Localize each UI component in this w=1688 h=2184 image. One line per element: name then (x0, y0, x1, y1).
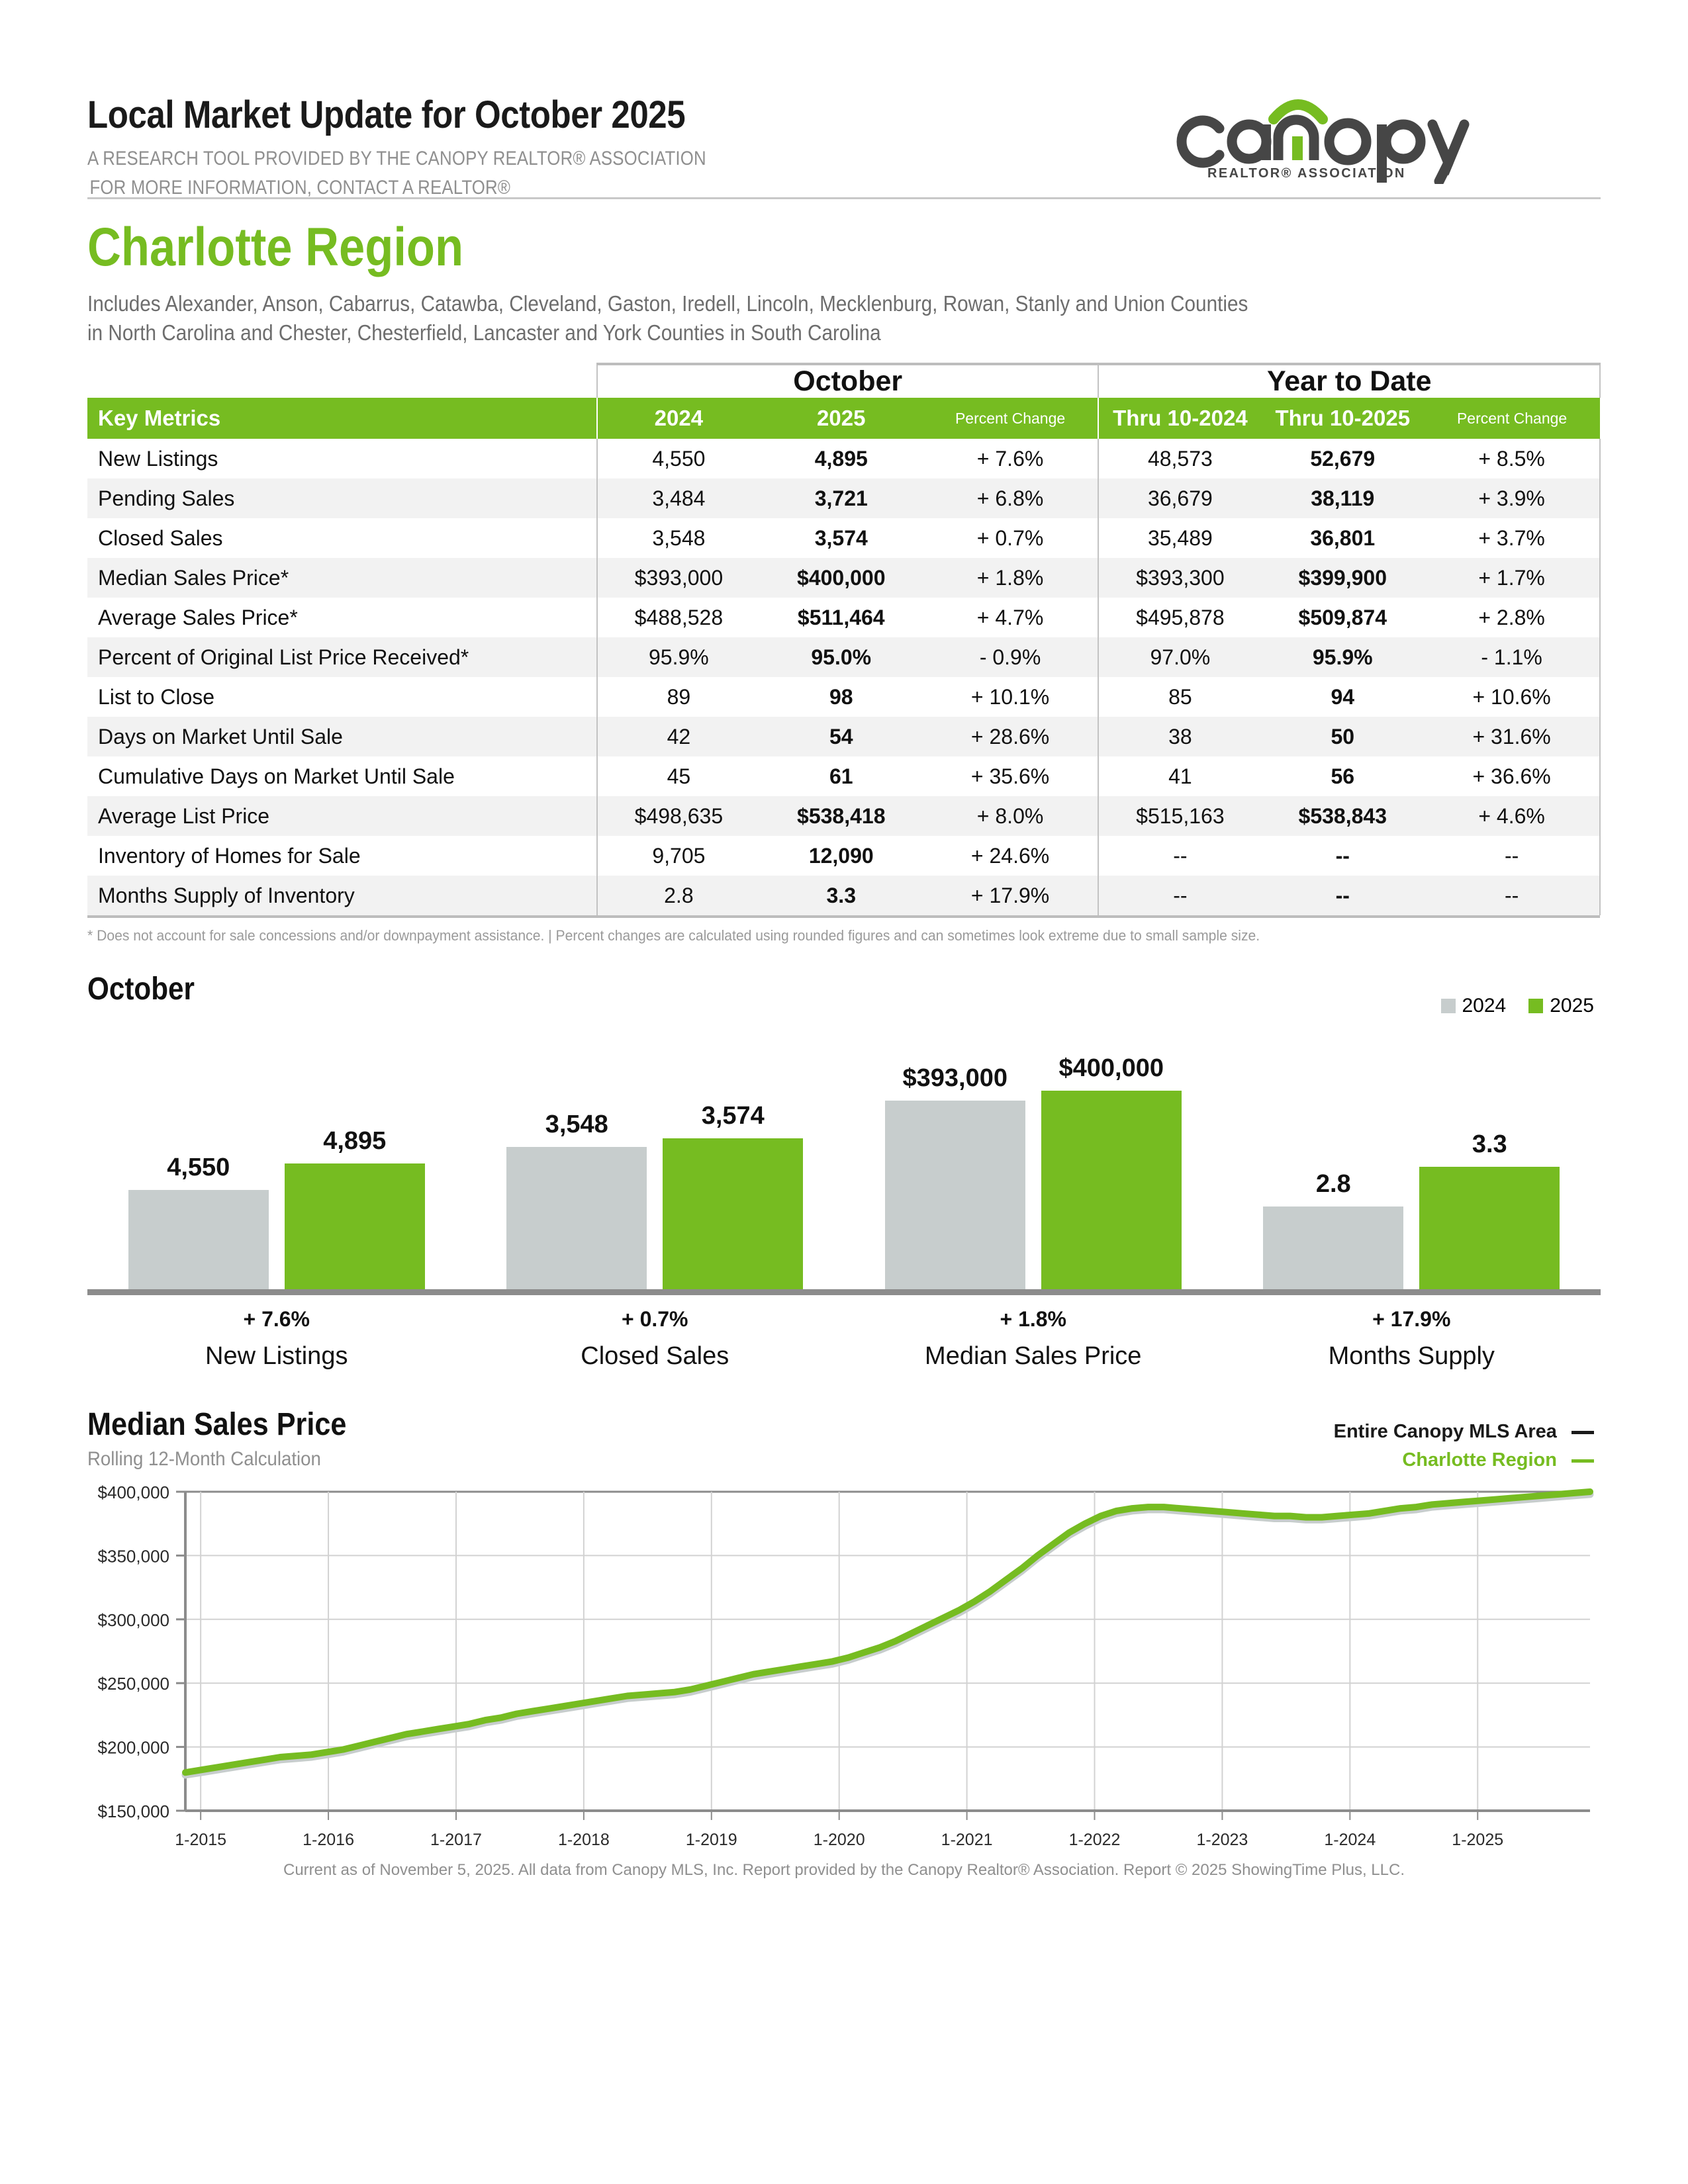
x-tick-label: 1-2023 (1196, 1831, 1248, 1850)
bar-chart-axis-line (87, 1289, 1601, 1295)
row-ytd-curr: 95.9% (1261, 637, 1424, 677)
row-month-prev: 42 (597, 717, 760, 756)
row-metric-name: Pending Sales (87, 478, 597, 518)
y-tick-label: $200,000 (97, 1737, 169, 1758)
y-tick-label: $400,000 (97, 1482, 169, 1503)
row-ytd-curr: 52,679 (1310, 446, 1376, 471)
table-body (87, 439, 1600, 915)
bar-rect-2024 (1263, 1206, 1403, 1289)
bar-rect-2025 (1041, 1091, 1182, 1289)
row-month-curr: 61 (829, 764, 853, 788)
row-ytd-curr: $509,874 (1298, 605, 1387, 629)
bar-column-2024 (1263, 1011, 1403, 1289)
table-row (87, 558, 1600, 598)
legend-dash-region-icon (1571, 1459, 1594, 1463)
row-month-pct: + 10.1% (970, 684, 1050, 709)
group-header-ytd: Year to Date (1098, 364, 1600, 398)
bar-column-2024 (885, 1011, 1025, 1289)
line-chart-legend (1334, 1421, 1594, 1478)
row-month-prev: $393,000 (597, 558, 760, 598)
row-metric-name: Average List Price (87, 796, 597, 836)
table-row (87, 598, 1600, 637)
row-ytd-prev: -- (1098, 876, 1261, 915)
row-metric-name: Closed Sales (98, 525, 223, 550)
bar-value-label: 3,548 (545, 1111, 608, 1139)
row-month-curr: 3.3 (760, 876, 923, 915)
bar-value-label: 3,574 (701, 1102, 765, 1130)
row-ytd-prev: $495,878 (1098, 598, 1261, 637)
row-month-pct: + 1.8% (923, 558, 1099, 598)
legend-item-charlotte-region (1334, 1449, 1594, 1471)
row-ytd-pct: + 3.7% (1424, 518, 1600, 558)
table-row (87, 518, 1600, 558)
bar-chart-plot-area (87, 1011, 1601, 1289)
x-tick-label: 1-2017 (430, 1831, 482, 1850)
region-title: Charlotte Region (87, 217, 464, 277)
table-footnote: * Does not account for sale concessions and/or downpayment assistance. | Percent changes are calculated using rounded figures and can sometimes look extreme due to small sample size. (87, 927, 1260, 944)
key-metrics-table (87, 363, 1601, 918)
col-header-month-curr: 2025 (760, 398, 923, 439)
row-ytd-pct: + 3.9% (1424, 478, 1600, 518)
bar-column-2024 (506, 1011, 647, 1289)
row-ytd-prev: $393,300 (1098, 558, 1261, 598)
row-ytd-curr: $399,900 (1261, 558, 1424, 598)
row-month-prev: 9,705 (597, 836, 760, 876)
bar-category-label: Median Sales Price (925, 1342, 1142, 1371)
row-month-curr: $538,418 (760, 796, 923, 836)
col-header-ytd-pct: Percent Change (1424, 398, 1600, 439)
bar-value-label: 4,895 (323, 1127, 387, 1156)
bar-column-2025 (663, 1011, 803, 1289)
row-ytd-prev: 48,573 (1098, 439, 1261, 478)
report-footer: Current as of November 5, 2025. All data from Canopy MLS, Inc. Report provided by the Canopy Realtor® Association. Report © 2025 ShowingTime Plus, LLC. (283, 1861, 1405, 1880)
row-month-prev: 95.9% (597, 637, 760, 677)
x-tick-label: 1-2016 (303, 1831, 354, 1850)
row-month-prev: 4,550 (597, 439, 760, 478)
legend-item-mls-area (1334, 1421, 1594, 1443)
row-ytd-prev: 97.0% (1098, 637, 1261, 677)
row-ytd-prev: 85 (1098, 677, 1261, 717)
row-metric-name: Percent of Original List Price Received* (87, 637, 597, 677)
svg-text:REALTOR® ASSOCIATION: REALTOR® ASSOCIATION (1207, 166, 1406, 181)
row-month-pct: + 24.6% (970, 843, 1050, 868)
x-tick-label: 1-2022 (1068, 1831, 1121, 1850)
legend-label-2025: 2025 (1550, 995, 1594, 1017)
bar-column-2025 (1041, 1011, 1182, 1289)
row-month-prev: 3,484 (597, 478, 760, 518)
bar-chart-x-labels (87, 1307, 1601, 1371)
group-header-october: October (597, 364, 1099, 398)
x-tick-label: 1-2024 (1324, 1831, 1376, 1850)
table-column-header-row (87, 398, 1600, 439)
bar-column-2024 (128, 1011, 269, 1289)
row-ytd-pct: + 10.6% (1424, 677, 1600, 717)
legend-label-mls-area: Entire Canopy MLS Area (1333, 1421, 1557, 1443)
row-metric-name: Average Sales Price* (98, 605, 298, 629)
row-month-prev: 3,548 (597, 518, 760, 558)
bar-rect-2024 (885, 1101, 1025, 1289)
row-ytd-pct: + 2.8% (1424, 598, 1600, 637)
bar-value-label: 2.8 (1315, 1170, 1351, 1199)
bar-chart-title: October (87, 972, 195, 1007)
table-row (87, 677, 1600, 717)
row-month-pct: + 0.7% (976, 525, 1044, 550)
row-month-prev: 2.8 (597, 876, 760, 915)
header-subline-1: A RESEARCH TOOL PROVIDED BY THE CANOPY REALTOR® ASSOCIATION (87, 148, 706, 169)
x-tick-label: 1-2019 (685, 1831, 737, 1850)
row-ytd-pct: + 31.6% (1424, 717, 1600, 756)
row-ytd-prev: 38 (1098, 717, 1261, 756)
table-row (87, 796, 1600, 836)
table-bottom-rule (87, 915, 1600, 918)
bar-category-label: Closed Sales (581, 1342, 729, 1371)
row-month-curr: 3,574 (814, 525, 868, 550)
row-ytd-curr: 56 (1331, 764, 1355, 788)
row-ytd-pct: + 4.6% (1424, 796, 1600, 836)
row-ytd-curr: 36,801 (1310, 525, 1376, 550)
row-ytd-curr: 38,119 (1261, 478, 1424, 518)
line-series-charlotte-region (185, 1492, 1590, 1772)
bar-column-2025 (285, 1011, 425, 1289)
row-month-prev: $498,635 (597, 796, 760, 836)
canopy-logo (1168, 85, 1512, 184)
bar-group (466, 1011, 845, 1289)
row-metric-name: Months Supply of Inventory (87, 876, 597, 915)
row-month-pct: + 35.6% (970, 764, 1050, 788)
bar-rect-2024 (128, 1190, 269, 1289)
row-month-pct: + 28.6% (923, 717, 1099, 756)
report-header (87, 0, 1601, 199)
row-month-curr: $400,000 (760, 558, 923, 598)
bar-value-label: $393,000 (902, 1064, 1008, 1093)
row-month-curr: $511,464 (797, 605, 885, 629)
col-header-month-prev: 2024 (597, 398, 760, 439)
bar-value-label: $400,000 (1058, 1054, 1164, 1083)
row-ytd-pct: + 1.7% (1424, 558, 1600, 598)
bar-group (87, 1011, 466, 1289)
row-metric-name: Cumulative Days on Market Until Sale (98, 764, 455, 788)
col-header-key-metrics: Key Metrics (87, 398, 597, 439)
y-tick-label: $350,000 (97, 1546, 169, 1567)
col-header-month-pct: Percent Change (923, 398, 1099, 439)
row-metric-name: New Listings (98, 446, 218, 471)
row-ytd-prev: $515,163 (1098, 796, 1261, 836)
y-tick-label: $300,000 (97, 1610, 169, 1630)
bar-category-label: Months Supply (1328, 1342, 1495, 1371)
x-tick-label: 1-2021 (941, 1831, 993, 1850)
bar-group (844, 1011, 1223, 1289)
row-metric-name: Inventory of Homes for Sale (98, 843, 361, 868)
row-month-pct: + 4.7% (976, 605, 1044, 629)
table-row (87, 756, 1600, 796)
x-tick-label: 1-2020 (813, 1831, 865, 1850)
row-ytd-prev: -- (1098, 836, 1261, 876)
bar-x-label-group (87, 1307, 466, 1371)
table-row (87, 439, 1600, 478)
row-ytd-pct: + 36.6% (1424, 756, 1600, 796)
row-month-curr: 54 (760, 717, 923, 756)
row-ytd-curr: 94 (1331, 684, 1355, 709)
y-tick-label: $250,000 (97, 1674, 169, 1694)
row-ytd-curr: -- (1335, 843, 1350, 868)
bar-group (1223, 1011, 1601, 1289)
bar-rect-2024 (506, 1147, 647, 1289)
row-ytd-prev: 41 (1098, 756, 1261, 796)
col-header-ytd-curr: Thru 10-2025 (1261, 398, 1424, 439)
x-tick-label: 1-2018 (557, 1831, 610, 1850)
row-ytd-pct: + 8.5% (1424, 439, 1600, 478)
bar-value-label: 3.3 (1472, 1130, 1507, 1159)
table-row (87, 836, 1600, 876)
row-ytd-curr: 50 (1261, 717, 1424, 756)
row-metric-name: Days on Market Until Sale (87, 717, 597, 756)
row-month-curr: 3,721 (760, 478, 923, 518)
line-series-mls-area (185, 1494, 1590, 1775)
row-month-pct: + 17.9% (923, 876, 1099, 915)
region-description-line-1: Includes Alexander, Anson, Cabarrus, Catawba, Cleveland, Gaston, Iredell, Lincoln, Mecklenburg, Rowan, Stanly and Union Counties (87, 291, 1248, 316)
row-month-prev: 45 (597, 756, 760, 796)
legend-label-charlotte-region: Charlotte Region (1402, 1449, 1557, 1471)
october-bar-chart (87, 971, 1601, 1371)
row-ytd-prev: 35,489 (1098, 518, 1261, 558)
table-group-header-row (87, 364, 1600, 398)
row-ytd-curr: -- (1261, 876, 1424, 915)
row-month-prev: $488,528 (597, 598, 760, 637)
row-month-curr: 98 (829, 684, 853, 709)
bar-rect-2025 (1419, 1167, 1560, 1289)
row-ytd-pct: -- (1424, 836, 1600, 876)
table-row (87, 876, 1600, 915)
row-metric-name: List to Close (98, 684, 215, 709)
median-sales-price-line-chart (87, 1406, 1601, 1850)
line-chart-title: Median Sales Price (87, 1407, 347, 1443)
row-ytd-pct: - 1.1% (1424, 637, 1600, 677)
region-description-line-2: in North Carolina and Chester, Chesterfield, Lancaster and York Counties in South Carolina (87, 320, 881, 345)
row-month-pct: - 0.9% (923, 637, 1099, 677)
bar-value-label: 4,550 (167, 1154, 230, 1182)
group-header-spacer (87, 364, 597, 398)
line-chart-subtitle: Rolling 12-Month Calculation (87, 1448, 321, 1471)
row-metric-name: Median Sales Price* (87, 558, 597, 598)
bar-percent-change: + 1.8% (1000, 1307, 1066, 1332)
bar-category-label: New Listings (205, 1342, 348, 1371)
row-month-pct: + 6.8% (923, 478, 1099, 518)
table-row (87, 717, 1600, 756)
row-ytd-prev: 36,679 (1098, 478, 1261, 518)
bar-column-2025 (1419, 1011, 1560, 1289)
x-tick-label: 1-2025 (1452, 1831, 1504, 1850)
col-header-ytd-prev: Thru 10-2024 (1098, 398, 1261, 439)
bar-x-label-group (844, 1307, 1223, 1371)
bar-x-label-group (1223, 1307, 1601, 1371)
bar-rect-2025 (663, 1138, 803, 1289)
row-month-curr: 12,090 (808, 843, 874, 868)
row-month-curr: 4,895 (814, 446, 868, 471)
bar-percent-change: + 0.7% (621, 1307, 688, 1332)
row-month-prev: 89 (597, 677, 760, 717)
row-month-pct: + 7.6% (976, 446, 1044, 471)
region-description (87, 289, 1449, 347)
row-ytd-pct: -- (1424, 876, 1600, 915)
row-month-curr: 95.0% (760, 637, 923, 677)
legend-dash-mls-icon (1571, 1431, 1594, 1434)
bar-x-label-group (466, 1307, 845, 1371)
line-chart-plot-area (87, 1480, 1601, 1850)
table-row (87, 478, 1600, 518)
page-title: Local Market Update for October 2025 (87, 93, 686, 136)
row-ytd-curr: $538,843 (1261, 796, 1424, 836)
x-tick-label: 1-2015 (175, 1831, 227, 1850)
bar-rect-2025 (285, 1163, 425, 1289)
header-subline-2: FOR MORE INFORMATION, CONTACT A REALTOR® (89, 177, 511, 199)
legend-label-2024: 2024 (1462, 995, 1507, 1017)
bar-percent-change: + 17.9% (1372, 1307, 1451, 1332)
table-row (87, 637, 1600, 677)
y-tick-label: $150,000 (97, 1801, 169, 1822)
row-month-pct: + 8.0% (923, 796, 1099, 836)
bar-percent-change: + 7.6% (243, 1307, 310, 1332)
